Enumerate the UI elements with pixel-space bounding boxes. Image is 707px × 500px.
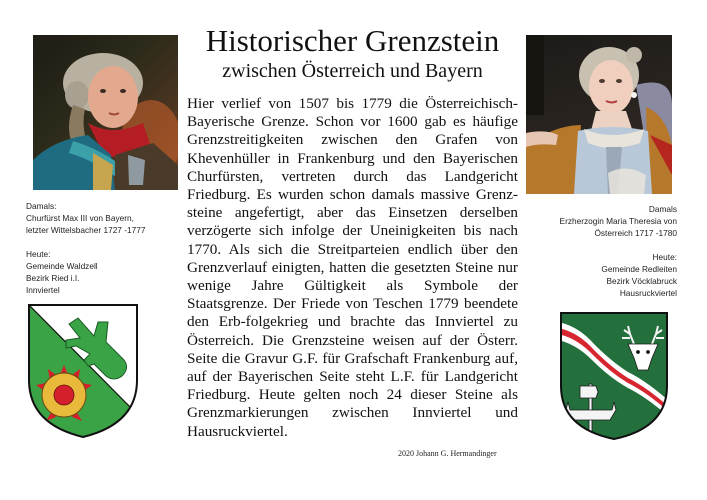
coat-of-arms-redleiten [558, 310, 670, 442]
caption-now-label: Heute: [26, 249, 51, 259]
caption-now-label: Heute: [652, 252, 677, 262]
caption-then-label: Damals [648, 204, 677, 214]
portrait-max-iii [33, 35, 178, 190]
portrait-maria-theresia [526, 35, 672, 194]
caption-now-line: Gemeinde Redleiten [601, 264, 677, 274]
caption-now-line: Gemeinde Waldzell [26, 261, 98, 271]
coat-of-arms-redleiten-image [558, 310, 670, 442]
caption-then-line: Erzherzogin Maria Theresia von [559, 216, 677, 226]
caption-then-label: Damals: [26, 201, 57, 211]
caption-left [26, 200, 145, 296]
portrait-max-iii-image [33, 35, 178, 190]
caption-now-line: Hausruckviertel [619, 288, 677, 298]
caption-now-line: Innviertel [26, 285, 60, 295]
caption-then-line: Churfürst Max III von Bayern, [26, 213, 134, 223]
coat-of-arms-waldzell [26, 302, 140, 440]
author-credit: 2020 Johann G. Hermandinger [398, 449, 497, 458]
caption-right [560, 203, 677, 299]
history-text: Hier verlief von 1507 bis 1779 die Österreichisch-Bayerische Grenze. Schon vor 1600 gab es häufige Grenzstreitigkeiten zwischen den Grafen von Khevenhüller in Frankenburg und den Bayerischen Churfürsten, vertreten durch das Landgericht Friedburg. Es wurden schon damals massive Grenz-steine angefertigt, aber das Einsetzen derselben verzögerte sich infolge der Uneinigkeiten bis nach 1770. Als sich die Streitparteien endlich über den Grenzverlauf einigten, hatten die gesetzten Steine nur wenige Jahre Gültigkeit als Symbole der Staatsgrenze. Der Friede von Teschen 1779 beendete den Erb-folgekrieg und brachte das Innviertel zu Österreich. Die Grenzsteine weisen auf der Österr. Seite die Gravur G.F. für Grafschaft Frankenburg auf, auf der Bayerischen Seite steht L.F. für Landgericht Friedburg. Heute gelten noch 24 dieser Steine als Grenzmarkierungen zwischen Innviertel und Hausruckviertel. [187, 95, 518, 440]
caption-now-line: Bezirk Vöcklabruck [606, 276, 677, 286]
caption-now-line: Bezirk Ried i.I. [26, 273, 80, 283]
caption-then-line: Österreich 1717 -1780 [594, 228, 677, 238]
caption-then-line: letzter Wittelsbacher 1727 -1777 [26, 225, 146, 235]
coat-of-arms-waldzell-image [26, 302, 140, 440]
page-subtitle: zwischen Österreich und Bayern [222, 60, 483, 82]
page-title: Historischer Grenzstein [205, 23, 500, 58]
portrait-maria-theresia-image [526, 35, 672, 194]
